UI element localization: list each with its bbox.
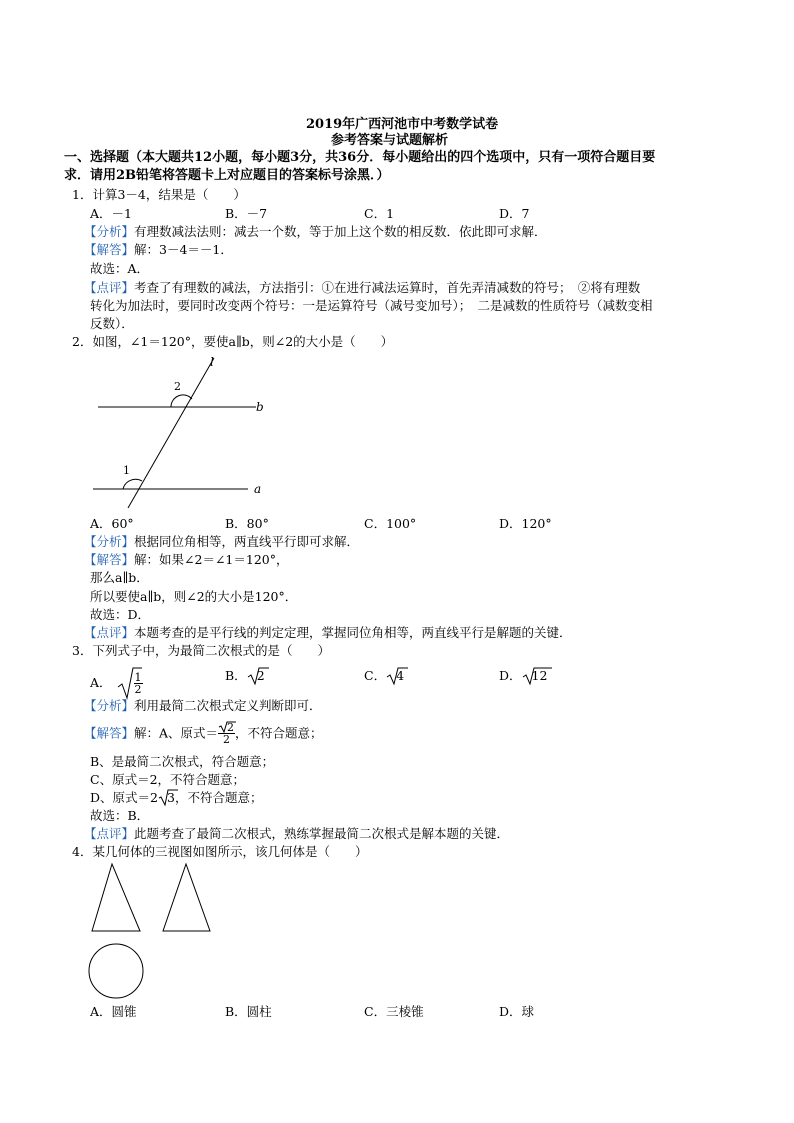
q1-option-c: C．1 (364, 206, 395, 221)
radical-sign-icon (522, 667, 552, 685)
comment-tag: 【点评】 (84, 826, 135, 841)
q3-stem: 3．下列式子中，为最简二次根式的是（ ） (72, 643, 330, 658)
q1-option-a: A．－1 (90, 206, 132, 221)
q2-option-b: B．80° (225, 516, 269, 531)
solution-tag: 【解答】 (84, 725, 135, 741)
q3-option-a (90, 666, 143, 700)
q3-solution-fraction (218, 722, 235, 745)
q3-comment (84, 826, 509, 842)
radical-expression (522, 668, 548, 684)
q3-line-b: B、是最简二次根式，符合题意； (90, 754, 275, 769)
q1-solution (84, 242, 233, 258)
q3-solution-numerator-value: 2 (227, 721, 235, 734)
analysis-tag: 【分析】 (84, 224, 135, 239)
q3-solution-post: ，不符合题意； (235, 725, 323, 741)
q1-comment (84, 280, 640, 296)
q2-parallel-lines-figure (88, 350, 278, 512)
radical-sign (116, 666, 143, 700)
q3-option-d-value: 12 (531, 668, 548, 683)
q3-solution-pre: 解：A、原式＝ (134, 725, 219, 741)
q3-option-a-prefix: A． (90, 675, 112, 690)
front-view-triangle (92, 864, 140, 931)
q3-option-a-numerator: 1 (134, 670, 142, 684)
q3-analysis-text: 利用最简二次根式定义判断即可． (134, 698, 322, 713)
q3-option-c-value: 4 (396, 668, 405, 683)
q4-three-views-figure (86, 856, 216, 1004)
q4-option-d: D．球 (499, 1004, 535, 1019)
q1-comment-line1: 考查了有理数的减法，方法指引：①在进行减法运算时，首先弄清减数的符号； ②将有理数 (134, 280, 641, 295)
q3-option-c-prefix: C． (364, 668, 387, 683)
q2-choose: 故选：D． (90, 607, 151, 622)
q3-line-d (90, 790, 262, 806)
q3-line-c: C、原式＝2，不符合题意； (90, 772, 246, 787)
q2-option-a: A．60° (90, 516, 134, 531)
q3-option-c (364, 668, 404, 684)
page-subtitle: 参考答案与试题解析 (331, 133, 449, 148)
q2-analysis-text: 根据同位角相等，两直线平行即可求解． (134, 534, 360, 549)
q3-option-b (225, 668, 265, 684)
q2-analysis (84, 534, 359, 550)
label-a: a (254, 482, 262, 496)
q2-option-c: C．100° (364, 516, 417, 531)
line-l (128, 358, 214, 508)
q2-stem: 2．如图，∠1＝120°，要使a∥b，则∠2的大小是（ ） (72, 334, 394, 349)
radical-sign-icon (386, 667, 408, 685)
q3-solution (84, 722, 323, 745)
q3-option-b-prefix: B． (225, 668, 247, 683)
q1-comment-line3: 反数）． (90, 316, 134, 331)
q3-line-d-radicand: 3 (166, 790, 175, 805)
q1-analysis-text: 有理数减法法则：减去一个数，等于加上这个数的相反数．依此即可求解． (134, 224, 547, 239)
q4-stem: 4．某几何体的三视图如图所示，该几何体是（ ） (72, 844, 368, 859)
q1-option-d: D．7 (499, 206, 530, 221)
q3-comment-text: 此题考查了最简二次根式，熟练掌握最简二次根式是解本题的关键． (134, 826, 510, 841)
q4-option-a: A．圆锥 (90, 1004, 137, 1019)
angle-1-arc (123, 479, 142, 489)
q3-line-d-pre: D、原式＝2 (90, 790, 158, 805)
q2-solution-line3: 所以要使a∥b，则∠2的大小是120°． (90, 589, 298, 604)
analysis-tag: 【分析】 (84, 698, 135, 713)
q3-option-d-prefix: D． (499, 668, 522, 683)
analysis-tag: 【分析】 (84, 534, 135, 549)
q1-solution-text: 解：3－4＝－1． (134, 242, 233, 257)
label-2: 2 (174, 380, 181, 393)
section-heading-line2: 求．请用2B铅笔将答题卡上对应题目的答案标号涂黑．） (64, 168, 390, 183)
q1-analysis (84, 224, 547, 240)
radical-sign-icon (247, 667, 269, 685)
q4-option-c: C．三棱锥 (364, 1004, 424, 1019)
label-b: b (256, 400, 264, 414)
q1-option-b: B．－7 (225, 206, 268, 221)
q3-option-d (499, 668, 547, 684)
q3-option-b-value: 2 (256, 668, 265, 683)
q3-analysis (84, 698, 322, 714)
q3-solution-denominator: 2 (223, 733, 231, 746)
q2-solution-line2: 那么a∥b． (90, 570, 149, 585)
radical-expression (158, 790, 175, 806)
comment-tag: 【点评】 (84, 280, 135, 295)
side-view-triangle (163, 864, 210, 931)
solution-tag: 【解答】 (84, 242, 135, 257)
q2-option-d: D．120° (499, 516, 552, 531)
radical-sign-icon (218, 721, 236, 733)
q4-option-b: B．圆柱 (225, 1004, 272, 1019)
label-l: l (210, 355, 214, 369)
q1-comment-line2: 转化为加法时，要同时改变两个符号：一是运算符号（减号变加号）； 二是减数的性质符号（减数变相 (90, 298, 653, 313)
q2-comment (84, 625, 572, 641)
comment-tag: 【点评】 (84, 625, 135, 640)
q1-choose: 故选：A． (90, 261, 150, 276)
section-heading-line1: 一、选择题（本大题共12小题，每小题3分，共36分．每小题给出的四个选项中，只有一项符合题目要 (64, 150, 656, 165)
top-view-circle (89, 944, 143, 998)
radical-expression (247, 668, 265, 684)
label-1: 1 (123, 464, 130, 477)
radical-sign-icon (158, 789, 178, 806)
q1-stem: 1．计算3－4，结果是（ ） (72, 187, 246, 202)
q3-choose: 故选：B． (90, 808, 150, 823)
solution-tag: 【解答】 (84, 552, 135, 567)
q2-solution-text: 解：如果∠2＝∠1＝120°， (134, 552, 289, 567)
page-title: 2019年广西河池市中考数学试卷 (306, 117, 499, 132)
q3-solution-numerator (218, 722, 235, 734)
q3-line-d-post: ，不符合题意； (174, 790, 263, 805)
q3-option-a-denominator: 2 (134, 682, 142, 696)
q2-solution (84, 552, 288, 568)
q2-comment-text: 本题考查的是平行线的判定定理，掌握同位角相等，两直线平行是解题的关键． (134, 625, 572, 640)
radical-expression (386, 668, 404, 684)
